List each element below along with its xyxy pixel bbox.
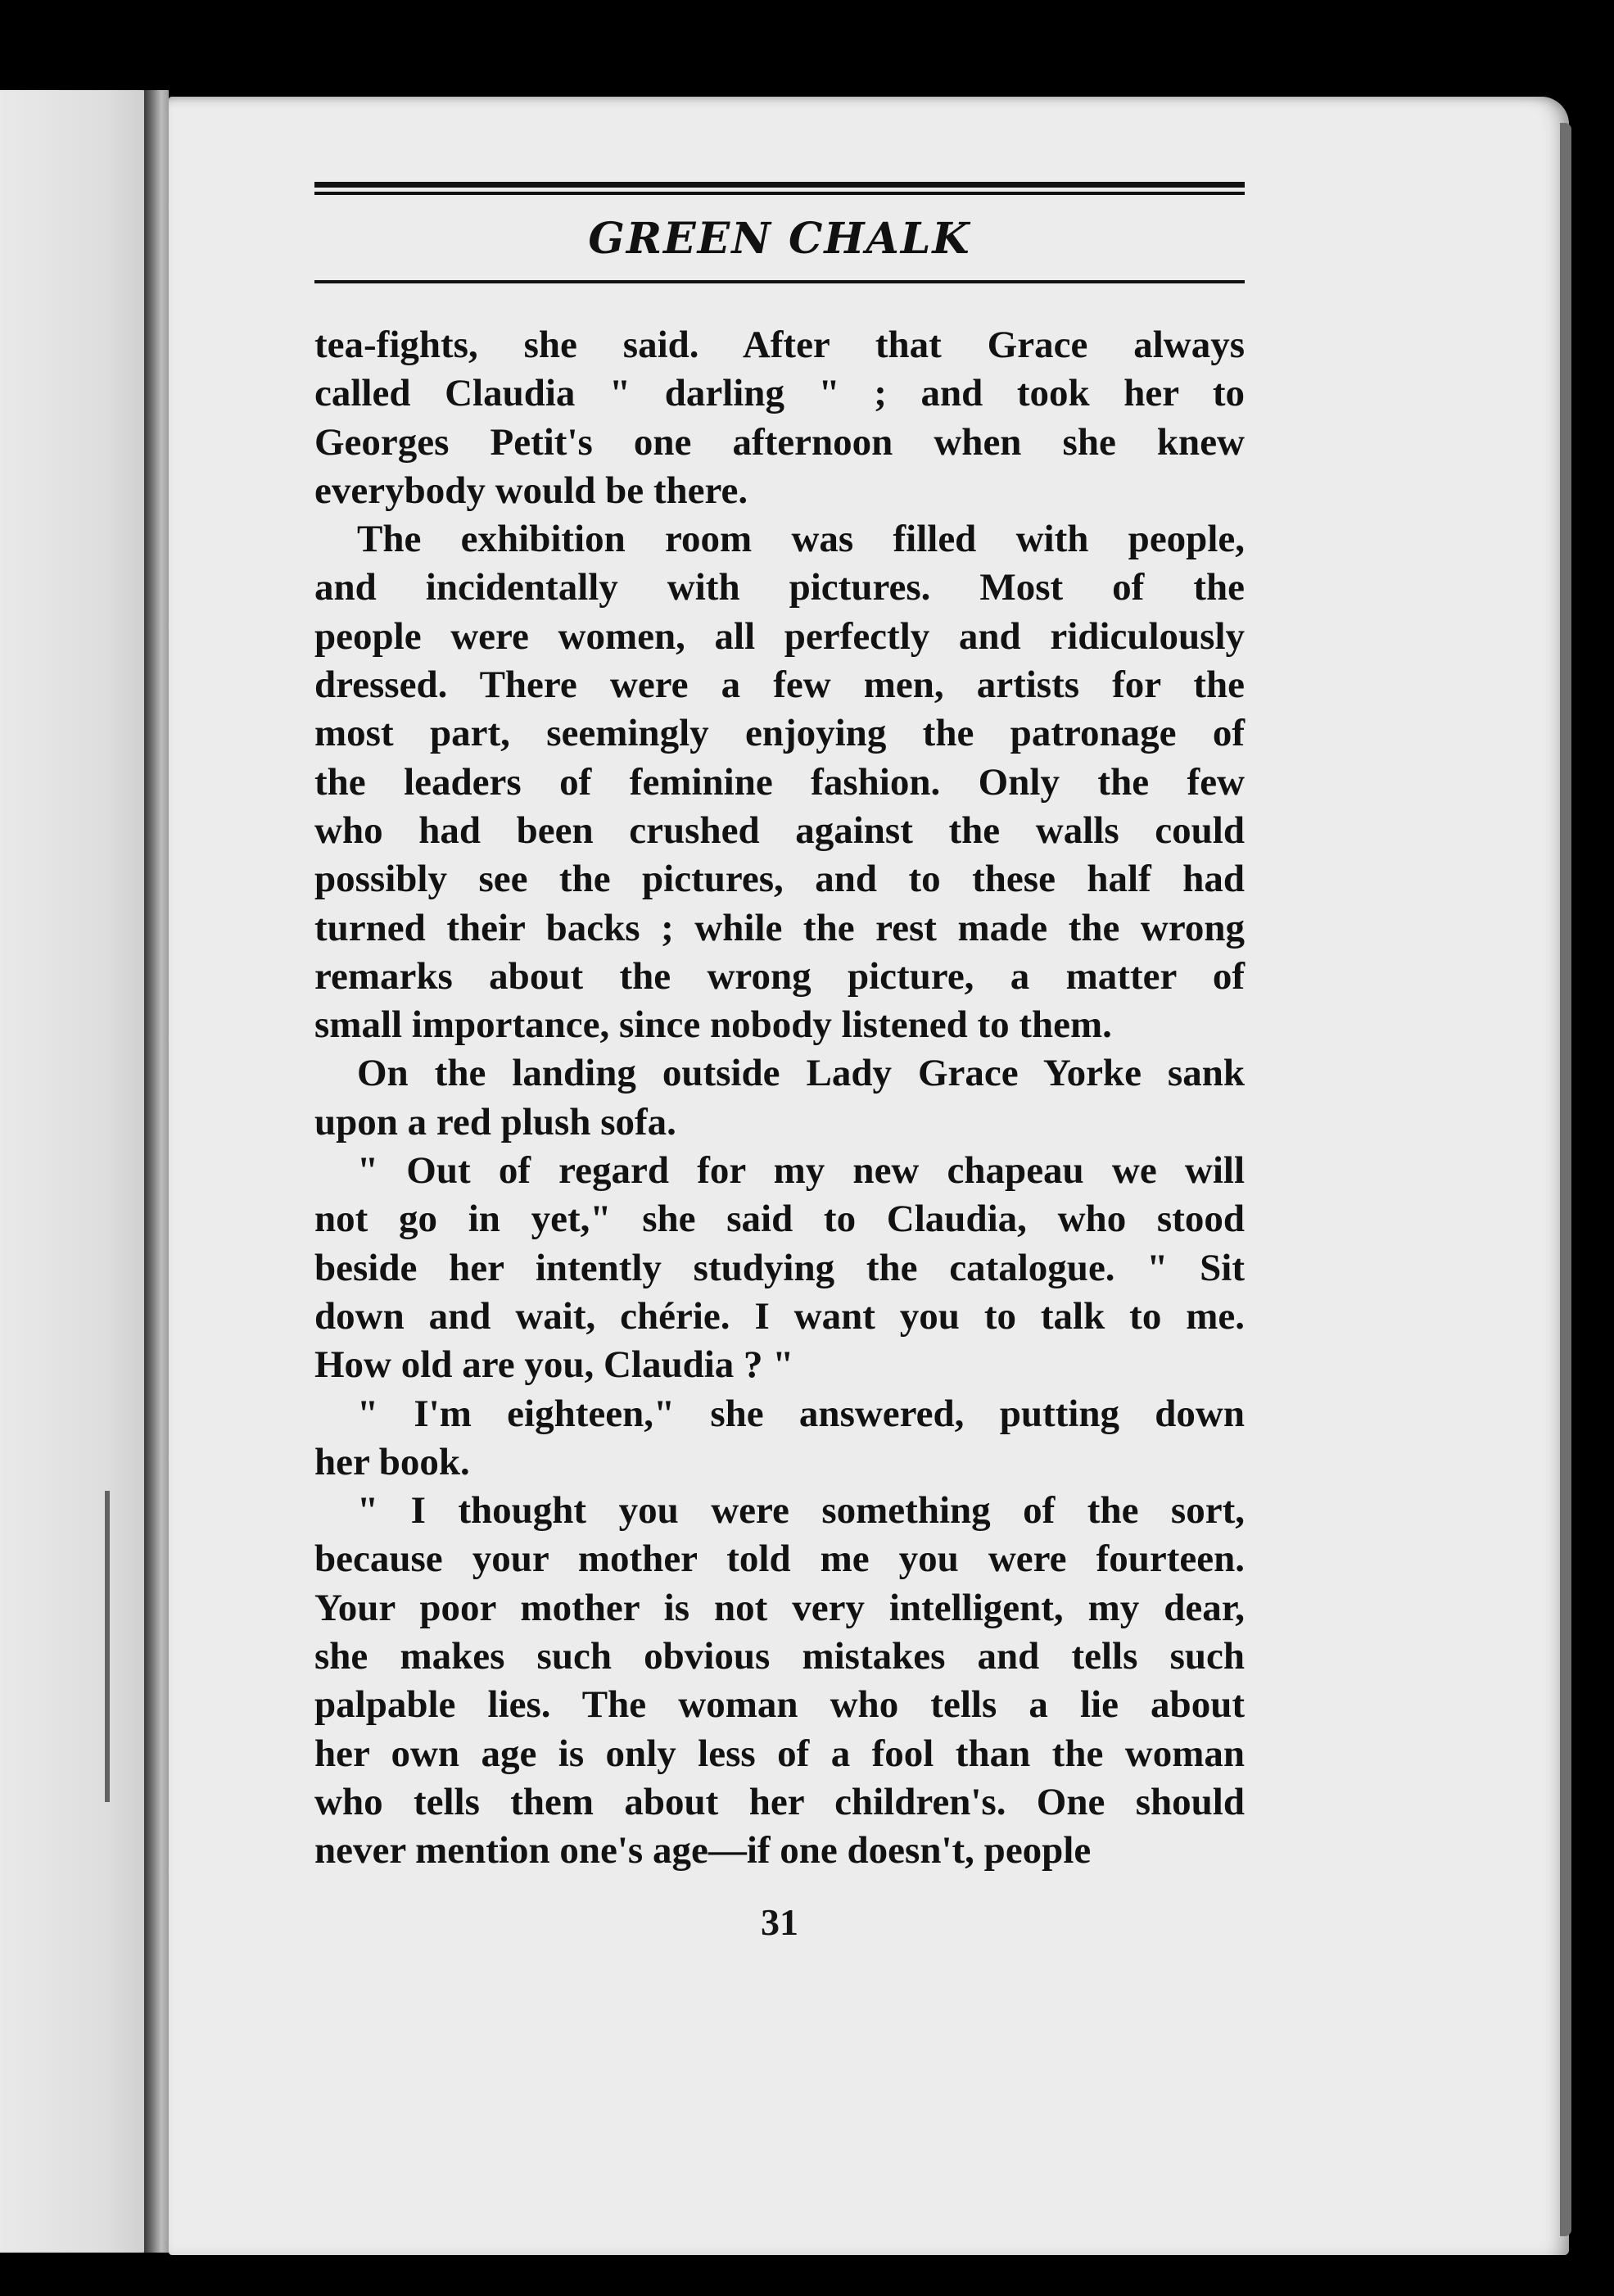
text-line: the leaders of feminine fashion. Only the few [314,760,1245,804]
text-line: who tells them about her children's. One should [314,1780,1245,1823]
previous-page-edge [0,90,147,2253]
book-gutter [144,90,169,2253]
page-edge-mark [105,1491,110,1802]
text-line: people were women, all perfectly and ridiculously [314,614,1245,658]
text-line: not go in yet," she said to Claudia, who stood [314,1198,1245,1241]
text-line: everybody would be there. [314,469,748,512]
text-line: beside her intently studying the catalogue. " Sit [314,1246,1245,1289]
header-rule-thick [314,182,1245,188]
text-line: " Out of regard for my new chapeau we will [357,1149,1245,1193]
text-line: Georges Petit's one afternoon when she knew [314,420,1245,464]
running-head: GREEN CHALK [588,214,971,264]
text-line: remarks about the wrong picture, a matter of [314,954,1245,998]
text-line: turned their backs ; while the rest made the wrong [314,906,1245,949]
text-line: palpable lies. The woman who tells a lie about [314,1683,1245,1727]
text-line: her own age is only less of a fool than the woman [314,1732,1245,1775]
text-line: small importance, since nobody listened to them. [314,1003,1112,1047]
text-line: possibly see the pictures, and to these half had [314,858,1245,901]
text-line: tea-fights, she said. After that Grace always [314,324,1245,366]
text-line: she makes such obvious mistakes and tells such [314,1635,1245,1678]
header-rule-thin [314,192,1245,195]
text-line: her book. [314,1440,470,1483]
text-line: down and wait, chérie. I want you to talk to me. [314,1294,1245,1338]
text-line: who had been crushed against the walls could [314,808,1245,852]
text-line: upon a red plush sofa. [314,1100,676,1143]
page-number: 31 [761,1901,798,1943]
text-line: " I thought you were something of the sort, [357,1489,1245,1533]
header-double-rule [314,182,1245,198]
text-line: dressed. There were a few men, artists for the [314,663,1245,707]
text-line: never mention one's age—if one doesn't, people [314,1829,1092,1873]
body-text [314,321,1245,1876]
page-right-edge [1560,123,1571,2236]
text-line: because your mother told me you were fourteen. [314,1537,1245,1581]
header-underline-rule [314,280,1245,283]
text-line: On the landing outside Lady Grace Yorke sank [357,1052,1245,1095]
text-line: most part, seemingly enjoying the patronage of [314,712,1245,755]
text-line: The exhibition room was filled with people, [357,518,1245,561]
text-line: and incidentally with pictures. Most of the [314,566,1245,609]
text-line: " I'm eighteen," she answered, putting down [357,1392,1245,1435]
text-line: called Claudia " darling " ; and took her to [314,372,1245,415]
text-line: Your poor mother is not very intelligent, my dear, [314,1586,1245,1629]
text-line: How old are you, Claudia ? " [314,1343,794,1387]
